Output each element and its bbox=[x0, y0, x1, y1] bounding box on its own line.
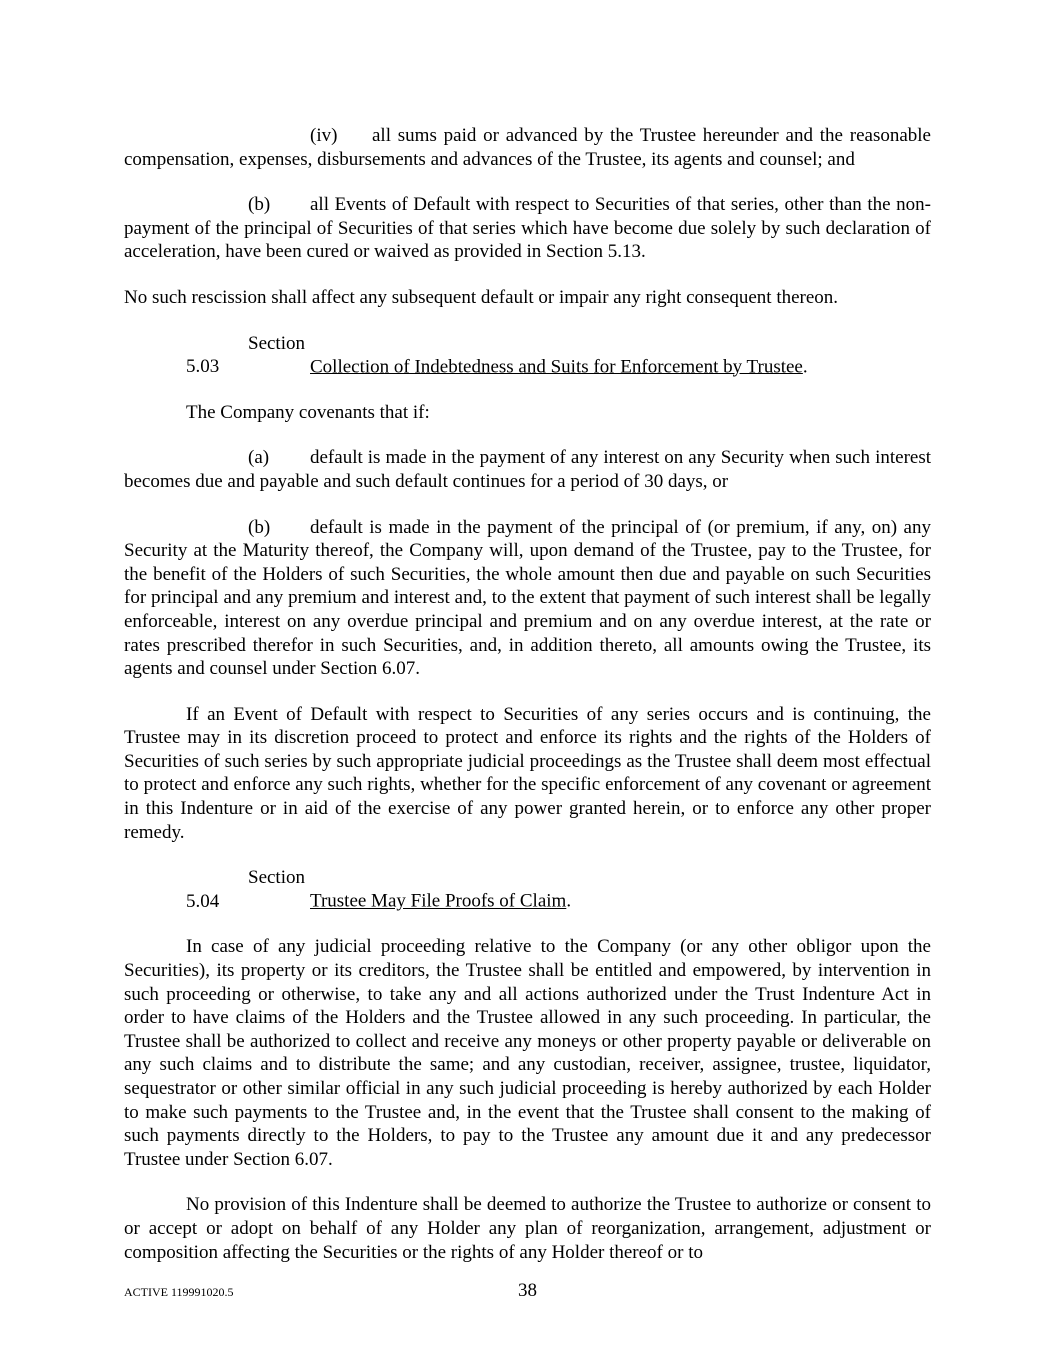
section-number: Section 5.03 bbox=[186, 332, 305, 378]
clause-marker: (a) bbox=[248, 447, 270, 469]
clause-marker: (iv) bbox=[310, 125, 338, 146]
covenants-intro: The Company covenants that if: bbox=[186, 401, 430, 423]
section-heading-5-03 bbox=[124, 332, 931, 379]
section-title: Trustee May File Proofs of Claim bbox=[310, 890, 567, 912]
clause-text: default is made in the payment of the principal of (or premium, if any, on) any Security at the Maturity thereof, the Company will, upon demand of the Trustee, pay to the Trustee, for the benefit of the Holders of such Securities, the whole amount then due and payable on such Securities for principal and any premium and interest and, to the extent that payment of such interest shall be legally enforceable, interest on any overdue principal and premium and on any overdue interest, at the rate or rates prescribed therefor in such Securities, and, in addition thereto, all amounts owing the Trustee, its agents and counsel under Section 6.07. bbox=[124, 516, 931, 680]
rescission-paragraph: No such rescission shall affect any subsequent default or impair any right consequent thereon. bbox=[124, 286, 839, 308]
event-of-default-paragraph: If an Event of Default with respect to Securities of any series occurs and is continuing, the Trustee may in its discretion proceed to protect and enforce its rights and the rights of the Holders of Securities of such series by such appropriate judicial proceedings as the Trustee shall deem most effectual to protect and enforce any such rights, whether for the specific enforcement of any covenant or agreement in this Indenture or in aid of the exercise of any power granted herein, or to enforce any other proper remedy. bbox=[124, 703, 931, 843]
clause-b-principal-default bbox=[124, 516, 931, 681]
section-heading-5-04 bbox=[124, 866, 931, 913]
section-title-period: . bbox=[802, 356, 808, 378]
no-provision-paragraph: No provision of this Indenture shall be deemed to authorize the Trustee to authorize or consent to or accept or adopt on behalf of any Holder any plan of reorganization, arrangement, adjustment or composition affecting the Securities or the rights of any Holder thereof or to bbox=[124, 1194, 931, 1263]
clause-text: default is made in the payment of any interest on any Security when such interest becomes due and payable and such default continues for a period of 30 days, or bbox=[124, 447, 931, 492]
judicial-proceeding-paragraph: In case of any judicial proceeding relative to the Company (or any other obligor upon the Securities), its property or its creditors, the Trustee shall be entitled and empowered, by intervention in such proceeding or otherwise, to take any and all actions authorized under the Trust Indenture Act in order to have claims of the Holders and the Trustee allowed in any such proceeding. In particular, the Trustee shall be authorized to collect and receive any moneys or other property payable or deliverable on any such claims and to distribute the same; and any custodian, receiver, assignee, trustee, liquidator, sequestrator or other similar official in any such judicial proceeding is hereby authorized by each Holder to make such payments to the Trustee and, in the event that the Trustee shall consent to the making of such payments directly to the Holders, to pay to the Trustee any amount due it and any predecessor Trustee under Section 6.07. bbox=[124, 936, 931, 1170]
clause-iv bbox=[124, 124, 931, 171]
document-page bbox=[124, 124, 931, 1286]
clause-b-events-of-default bbox=[124, 193, 931, 264]
clause-text: all sums paid or advanced by the Trustee hereunder and the reasonable compensation, expenses, disbursements and advances of the Trustee, its agents and counsel; and bbox=[124, 125, 931, 170]
footer-page-number: 38 bbox=[518, 1280, 537, 1301]
clause-text: all Events of Default with respect to Securities of that series, other than the non-payment of the principal of Securities of that series which have become due solely by such declaration of acceleration, have been cured or waived as provided in Section 5.13. bbox=[124, 194, 931, 263]
footer-document-id: ACTIVE 119991020.5 bbox=[124, 1285, 234, 1299]
section-title-period: . bbox=[566, 890, 572, 912]
clause-marker: (b) bbox=[248, 516, 271, 538]
section-number: Section 5.04 bbox=[186, 867, 305, 912]
clause-a-interest-default bbox=[124, 446, 931, 493]
clause-marker: (b) bbox=[248, 194, 271, 216]
section-title: Collection of Indebtedness and Suits for Enforcement by Trustee bbox=[310, 356, 803, 378]
